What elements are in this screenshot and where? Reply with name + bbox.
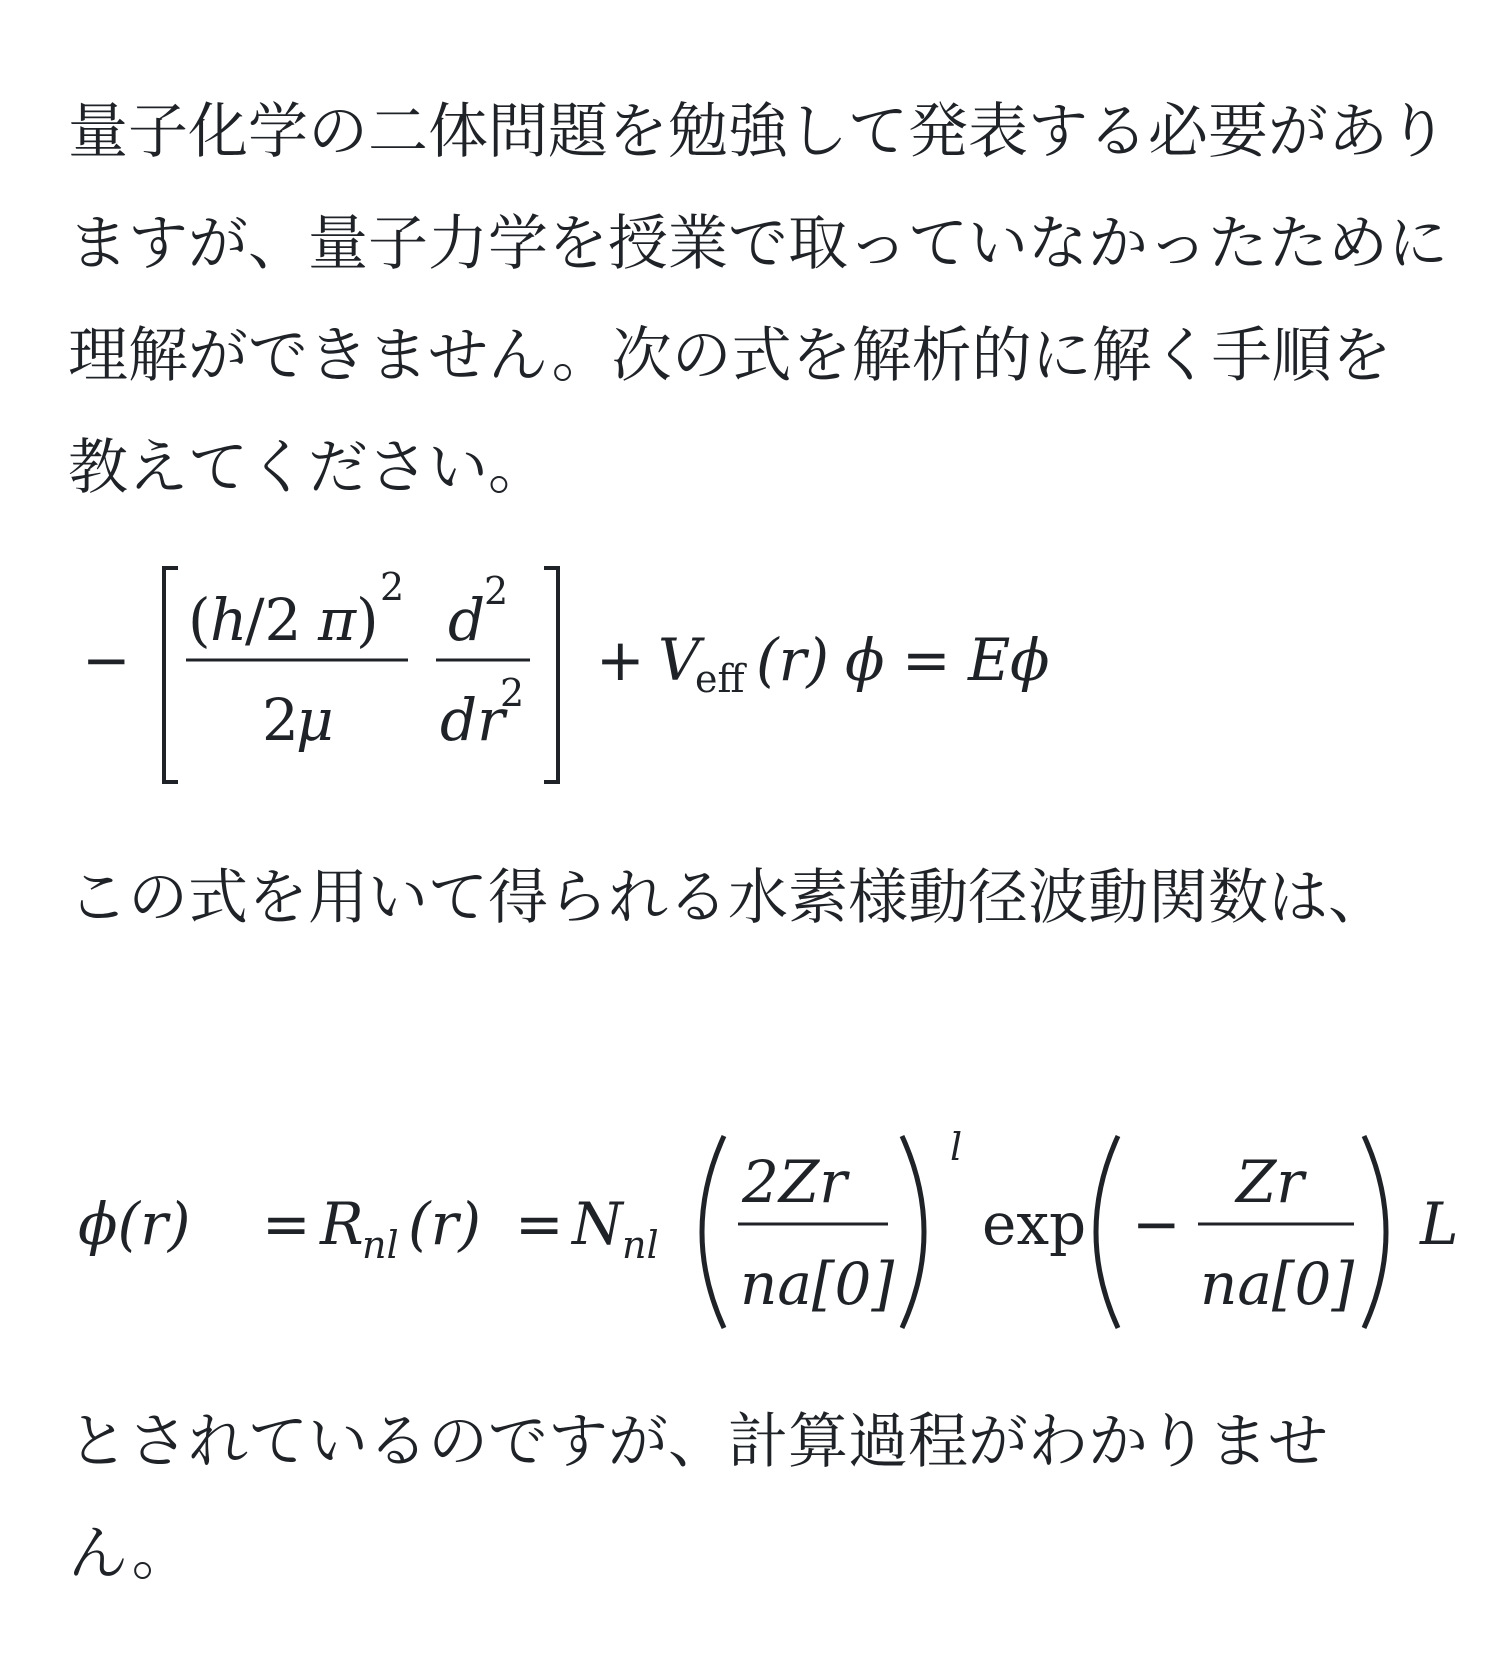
numerator-1: 2Zr bbox=[742, 1148, 847, 1216]
phi-of-r: ϕ(r) bbox=[78, 1190, 191, 1258]
left-paren-1 bbox=[702, 1136, 724, 1328]
exponent-two: 2 bbox=[380, 565, 405, 609]
equals-sign: = bbox=[902, 626, 951, 694]
n-subscript: nl bbox=[622, 1223, 659, 1267]
denominator-two: 2 bbox=[262, 686, 299, 754]
radial-wavefunction-equation bbox=[0, 1120, 1500, 1350]
symbol-mu: μ bbox=[296, 686, 334, 754]
symbol-r: R bbox=[320, 1190, 364, 1258]
right-paren-2 bbox=[1364, 1136, 1386, 1328]
exp-function: exp bbox=[982, 1190, 1087, 1258]
r-subscript: nl bbox=[362, 1223, 399, 1267]
symbol-h: h bbox=[210, 586, 248, 654]
question-intro: 量子化学の二体問題を勉強して発表する必要がありますが、量子力学を授業で取っていなかったために理解ができません。次の式を解析的に解く手順を教えてください。 bbox=[68, 97, 1448, 503]
right-bracket bbox=[544, 568, 558, 782]
symbol-v: V bbox=[658, 626, 700, 694]
symbol-n: N bbox=[572, 1190, 623, 1258]
schrodinger-equation bbox=[0, 560, 1500, 800]
truncated-term: L bbox=[1420, 1190, 1459, 1258]
question-middle: この式を用いて得られる水素様動径波動関数は、 bbox=[68, 863, 1388, 933]
symbol-phi-rhs: ϕ bbox=[1010, 626, 1050, 694]
eff-subscript: eff bbox=[695, 657, 745, 701]
slash-two: /2 bbox=[245, 586, 302, 654]
symbol-e: E bbox=[968, 626, 1011, 694]
denominator-1: na[0] bbox=[740, 1250, 895, 1318]
equals-1: = bbox=[262, 1190, 311, 1258]
d-exponent: 2 bbox=[484, 569, 509, 613]
dr-exponent: 2 bbox=[500, 671, 525, 715]
equals-2: = bbox=[515, 1190, 564, 1258]
left-bracket bbox=[164, 568, 178, 782]
argument-r: (r) bbox=[756, 626, 829, 694]
symbol-dr: dr bbox=[440, 686, 505, 754]
numerator-2: Zr bbox=[1236, 1148, 1305, 1216]
r-argument: (r) bbox=[408, 1190, 481, 1258]
question-ending: とされているのですが、計算過程がわかりません。 bbox=[68, 1407, 1328, 1589]
minus-sign-2: − bbox=[1132, 1190, 1181, 1258]
power-l: l bbox=[950, 1125, 963, 1169]
symbol-phi: ϕ bbox=[845, 626, 885, 694]
symbol-d: d bbox=[448, 586, 486, 654]
paren-open: ( bbox=[188, 586, 211, 654]
denominator-2: na[0] bbox=[1200, 1250, 1355, 1318]
minus-sign: − bbox=[82, 626, 131, 694]
left-paren-2 bbox=[1096, 1136, 1118, 1328]
plus-sign: + bbox=[596, 626, 645, 694]
paren-close: ) bbox=[356, 586, 379, 654]
right-paren-1 bbox=[902, 1136, 924, 1328]
symbol-pi: π bbox=[318, 586, 357, 654]
